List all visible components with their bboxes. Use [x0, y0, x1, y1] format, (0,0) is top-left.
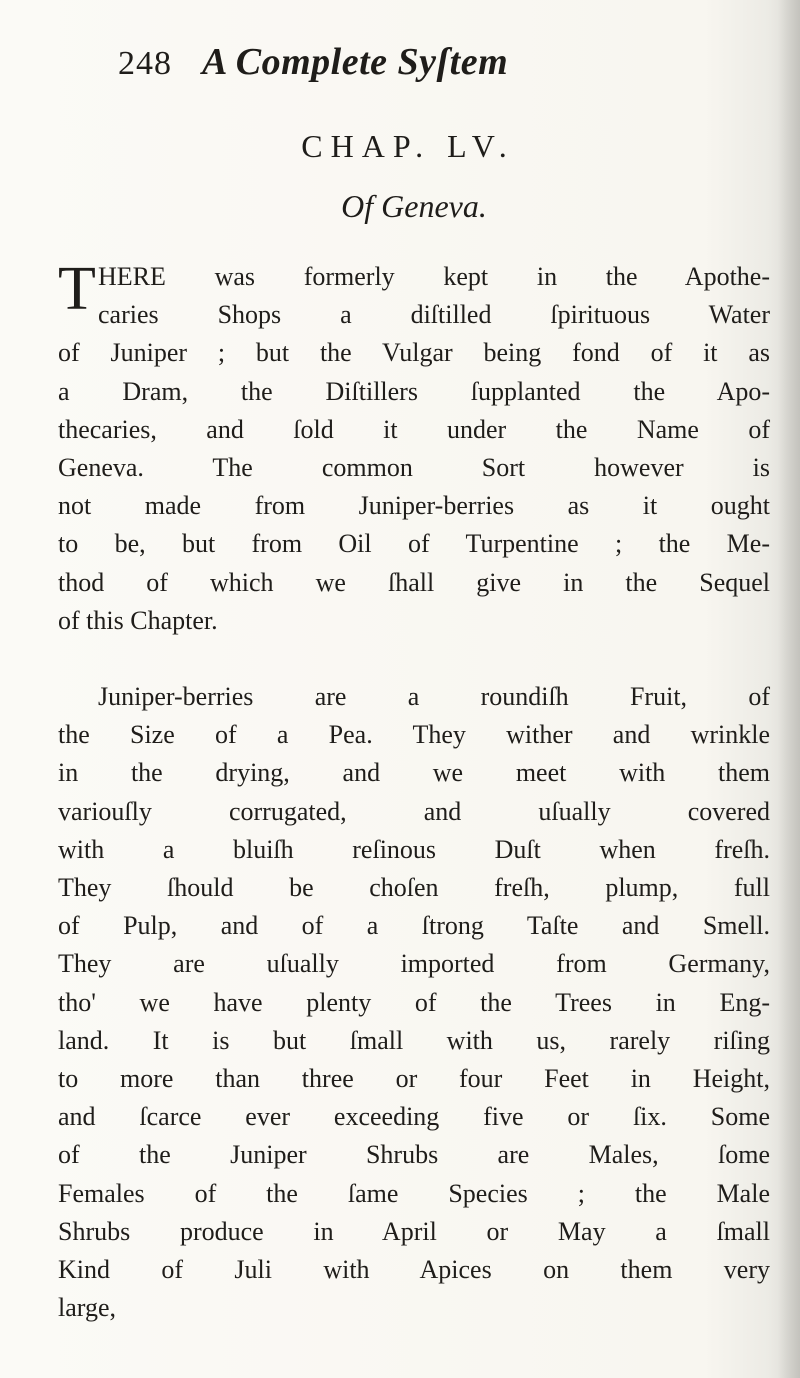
paragraph-2 [58, 678, 770, 1327]
running-head [118, 40, 638, 96]
paragraph-2-line: variouſly corrugated, and uſually covered [58, 796, 770, 826]
paragraph-2-line: Shrubs produce in April or May a ſmall [58, 1216, 770, 1246]
body-text [58, 255, 770, 1327]
chapter-subtitle: Of Geneva. [341, 188, 487, 224]
paragraph-1-line: caries Shops a diſtilled ſpirituous Water [98, 300, 770, 330]
paragraph-2-line: Juniper-berries are a roundiſh Fruit, of [98, 682, 770, 712]
paragraph-2-line: the Size of a Pea. They wither and wrinkle [58, 720, 770, 750]
paragraph-2-line: with a bluiſh reſinous Duſt when freſh. [58, 834, 770, 864]
paragraph-1 [58, 255, 770, 640]
paragraph-2-line: of the Juniper Shrubs are Males, ſome [58, 1140, 770, 1170]
drop-cap: T [58, 255, 96, 323]
paragraph-1-line: not made from Juniper-berries as it ought [58, 491, 770, 521]
paragraph-1-line: HERE was formerly kept in the Apothe- [98, 262, 770, 291]
paragraph-2-line: Kind of Juli with Apices on them very [58, 1255, 770, 1285]
paragraph-1-line: a Dram, the Diſtillers ſupplanted the Apo- [58, 376, 770, 406]
paragraph-1-line: Geneva. The common Sort however is [58, 453, 770, 483]
paragraph-2-line: Females of the ſame Species ; the Male [58, 1178, 770, 1208]
paragraph-1-line: of Juniper ; but the Vulgar being fond of it as [58, 338, 770, 368]
paragraph-1-line: of this Chapter. [58, 605, 218, 635]
running-title: A Complete Syſtem [202, 41, 509, 83]
paragraph-2-line: of Pulp, and of a ſtrong Taſte and Smell. [58, 911, 770, 941]
paragraph-1-line: to be, but from Oil of Turpentine ; the Me- [58, 529, 770, 559]
paragraph-2-line: land. It is but ſmall with us, rarely riſing [58, 1025, 770, 1055]
catchword: large, [58, 1293, 116, 1323]
paragraph-1-line: thecaries, and ſold it under the Name of [58, 414, 770, 444]
paragraph-2-line: tho' we have plenty of the Trees in Eng- [58, 987, 770, 1017]
paragraph-2-line: and ſcarce ever exceeding five or ſix. Some [58, 1102, 770, 1132]
page-number: 248 [118, 45, 172, 82]
paragraph-1-line: thod of which we ſhall give in the Sequel [58, 567, 770, 597]
paragraph-2-line: They are uſually imported from Germany, [58, 949, 770, 979]
paragraph-2-line: to more than three or four Feet in Height, [58, 1064, 770, 1094]
paragraph-2-line: They ſhould be choſen freſh, plump, full [58, 873, 770, 903]
paragraph-2-line: in the drying, and we meet with them [58, 758, 770, 788]
chapter-heading: CHAP. LV. [301, 128, 515, 164]
